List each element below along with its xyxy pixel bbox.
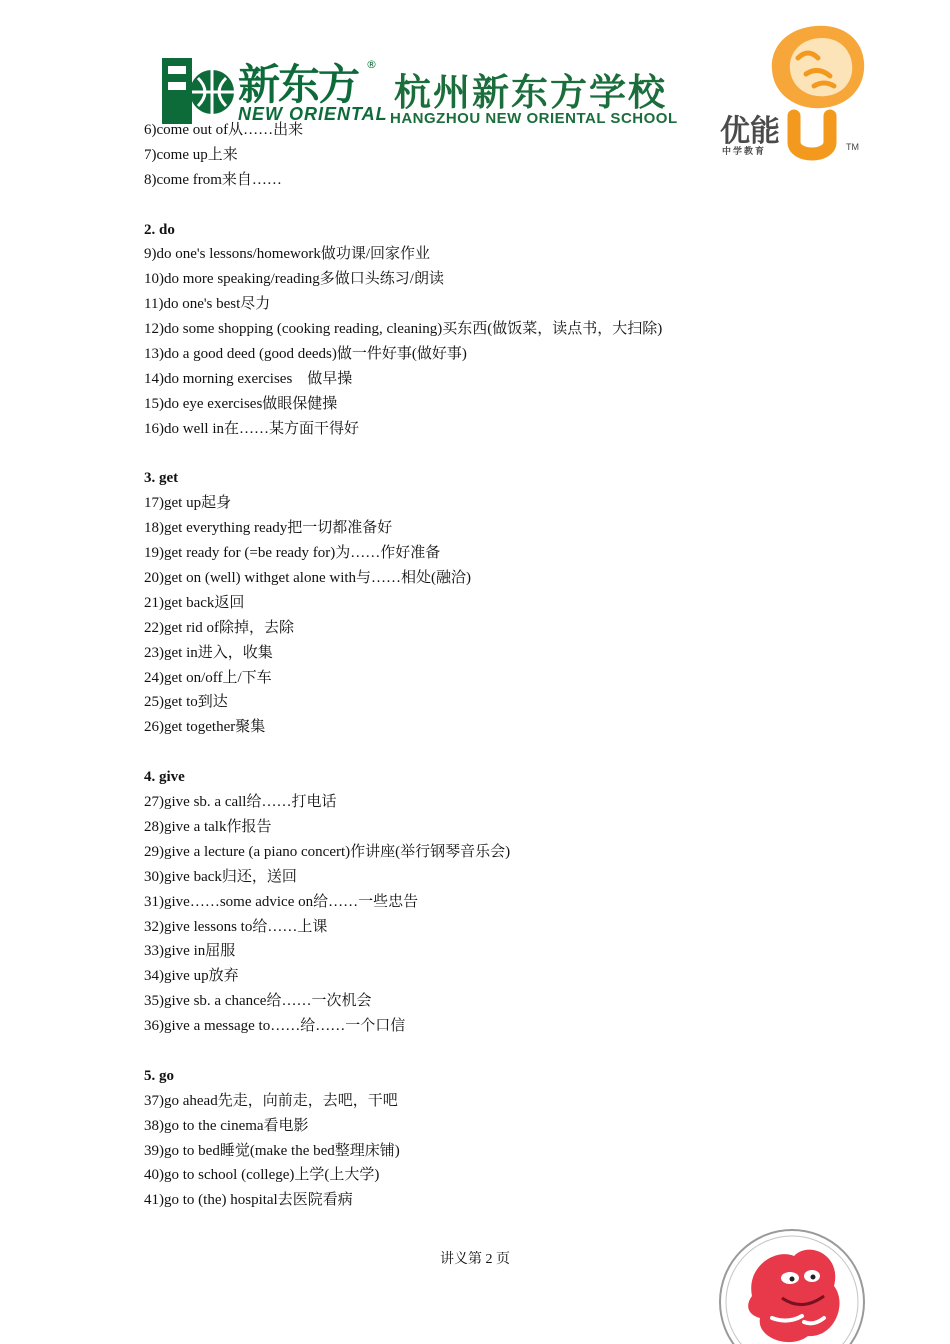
list-item: 22)get rid of除掉，去除 xyxy=(144,619,294,636)
brand-name-cn: 新东方 xyxy=(238,60,359,109)
list-item: 12)do some shopping (cooking reading, cleaning)买东西(做饭菜，读点书，大扫除) xyxy=(144,321,663,338)
list-item: 32)give lessons to给……上课 xyxy=(144,918,328,935)
list-item: 23)get in进入，收集 xyxy=(144,644,273,661)
youneng-text: 优能 xyxy=(720,114,780,149)
list-item: 9)do one's lessons/homework做功课/回家作业 xyxy=(144,246,431,263)
list-item: 6)come out of从……出来 xyxy=(144,122,304,138)
list-item: 36)give a message to……给……一个口信 xyxy=(144,1018,406,1035)
list-item: 18)get everything ready把一切都准备好 xyxy=(144,520,393,537)
list-item: 41)go to (the) hospital去医院看病 xyxy=(144,1192,353,1209)
list-item: 11)do one's best尽力 xyxy=(144,296,271,313)
youneng-subtitle: 中学教育 xyxy=(722,147,767,157)
section-title-get: 3. get xyxy=(144,470,179,487)
registered-mark: ® xyxy=(366,58,377,71)
section-title-go: 5. go xyxy=(144,1067,174,1084)
list-item: 39)go to bed睡觉(make the bed整理床铺) xyxy=(144,1142,400,1159)
list-item: 19)get ready for (=be ready for)为……作好准备 xyxy=(144,545,441,562)
section-title-give: 4. give xyxy=(144,769,185,786)
list-item: 20)get on (well) withget alone with与……相处(融洽) xyxy=(144,570,472,587)
school-name-cn: 杭州新东方学校 xyxy=(394,71,667,114)
list-item: 31)give……some advice on给……一些忠告 xyxy=(144,893,419,910)
list-item: 33)give in屈服 xyxy=(144,943,236,960)
school-name-en: HANGZHOU NEW ORIENTAL SCHOOL xyxy=(390,110,678,127)
list-item: 29)give a lecture (a piano concert)作讲座(举行钢琴音乐会) xyxy=(144,843,511,860)
list-item: 17)get up起身 xyxy=(144,495,232,512)
list-item: 34)give up放弃 xyxy=(144,968,239,985)
list-item: 37)go ahead先走，向前走，去吧，干吧 xyxy=(144,1092,398,1109)
list-item: 40)go to school (college)上学(上大学) xyxy=(144,1167,380,1184)
list-item: 8)come from来自…… xyxy=(144,171,282,188)
list-item: 10)do more speaking/reading多做口头练习/朗读 xyxy=(144,271,444,288)
list-item: 35)give sb. a chance给……一次机会 xyxy=(144,993,372,1010)
page-footer: 讲义第 2 页 xyxy=(440,1252,510,1267)
list-item: 26)get together聚集 xyxy=(144,719,266,736)
list-item: 38)go to the cinema看电影 xyxy=(144,1117,309,1134)
list-item: 7)come up上来 xyxy=(144,146,238,163)
list-item: 16)do well in在……某方面干得好 xyxy=(144,420,359,437)
brand-name-en: NEW ORIENTAL xyxy=(238,104,388,124)
list-item: 15)do eye exercises做眼保健操 xyxy=(144,395,338,412)
list-item: 13)do a good deed (good deeds)做一件好事(做好事) xyxy=(144,346,467,363)
section-title-do: 2. do xyxy=(144,221,175,238)
mascot-stamp-icon xyxy=(716,1226,866,1344)
vocabulary-list xyxy=(144,118,844,1213)
new-oriental-logo-icon xyxy=(162,58,234,124)
list-item: 27)give sb. a call给……打电话 xyxy=(144,794,337,811)
list-item: 21)get back返回 xyxy=(144,594,245,611)
trademark-mark: TM xyxy=(846,142,859,152)
list-item: 30)give back归还，送回 xyxy=(144,868,297,885)
list-item: 14)do morning exercises 做早操 xyxy=(144,370,353,387)
list-item: 25)get to到达 xyxy=(144,694,228,711)
list-item: 24)get on/off上/下车 xyxy=(144,669,272,686)
list-item: 28)give a talk作报告 xyxy=(144,818,272,835)
